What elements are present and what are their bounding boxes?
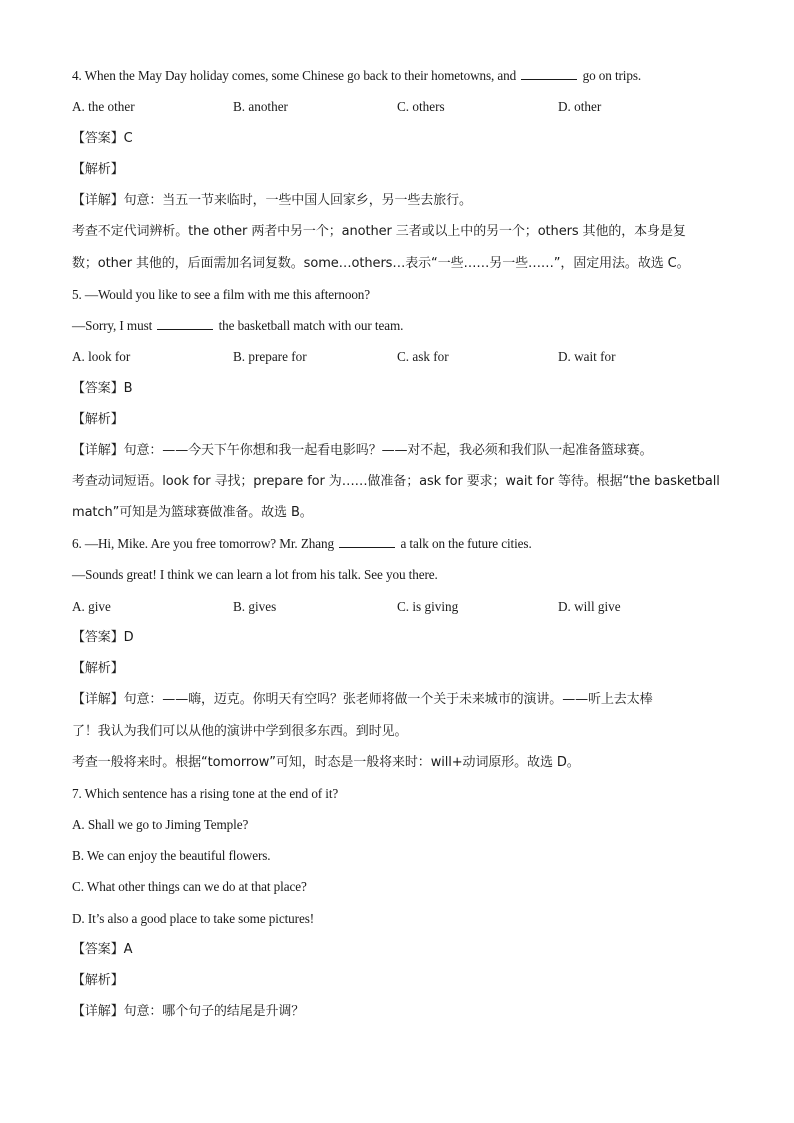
option-a: A. give xyxy=(72,599,111,614)
option-c: C. ask for xyxy=(397,349,449,364)
answer-label: 【答案】B xyxy=(72,381,133,396)
analysis-label: 【解析】 xyxy=(72,162,124,177)
option-a: A. the other xyxy=(72,99,135,114)
stem-text: the basketball match with our team. xyxy=(218,318,404,333)
detail-line: 【详解】句意：——今天下午你想和我一起看电影吗？——对不起，我必须和我们队一起准备篮球赛。 xyxy=(72,443,653,458)
question-4-stem xyxy=(72,67,641,85)
option-b: B. prepare for xyxy=(233,349,307,364)
question-5-stem: 5. —Would you like to see a film with me this afternoon? xyxy=(72,287,371,302)
detail-line: 了！我认为我们可以从他的演讲中学到很多东西。到时见。 xyxy=(72,724,408,739)
analysis-label: 【解析】 xyxy=(72,973,124,988)
stem-text: 6. —Hi, Mike. Are you free tomorrow? Mr. Zhang xyxy=(72,536,335,551)
option-b: B. gives xyxy=(233,599,277,614)
option-c: C. is giving xyxy=(397,599,459,614)
option-d: D. wait for xyxy=(558,349,616,364)
detail-line: 【详解】句意：哪个句子的结尾是升调？ xyxy=(72,1004,305,1019)
option-c: C. What other things can we do at that place? xyxy=(72,879,307,894)
question-6-reply: —Sounds great! I think we can learn a lot from his talk. See you there. xyxy=(72,567,438,582)
question-7-stem: 7. Which sentence has a rising tone at the end of it? xyxy=(72,786,339,801)
question-5-reply xyxy=(72,317,403,335)
analysis-label: 【解析】 xyxy=(72,412,124,427)
detail-line: 考查不定代词辨析。the other 两者中另一个；another 三者或以上中的另一个；others 其他的，本身是复 xyxy=(72,224,686,239)
option-b: B. another xyxy=(233,99,288,114)
detail-line: 【详解】句意：当五一节来临时，一些中国人回家乡，另一些去旅行。 xyxy=(72,193,472,208)
option-d: D. It’s also a good place to take some pictures! xyxy=(72,911,315,926)
stem-text: a talk on the future cities. xyxy=(400,536,532,551)
stem-text: 4. When the May Day holiday comes, some Chinese go back to their hometowns, and xyxy=(72,68,517,83)
option-a: A. Shall we go to Jiming Temple? xyxy=(72,817,249,832)
option-c: C. others xyxy=(397,99,445,114)
option-b: B. We can enjoy the beautiful flowers. xyxy=(72,848,271,863)
question-6-stem xyxy=(72,535,532,553)
detail-line: match”可知是为篮球赛做准备。故选 B。 xyxy=(72,505,313,520)
answer-blank xyxy=(521,67,577,80)
detail-line: 数；other 其他的，后面需加名词复数。some…others…表示“一些……另一些……”，固定用法。故选 C。 xyxy=(72,256,690,271)
answer-label: 【答案】D xyxy=(72,630,134,645)
detail-line: 【详解】句意：——嗨，迈克。你明天有空吗？张老师将做一个关于未来城市的演讲。——听上去太棒 xyxy=(72,692,653,707)
detail-line: 考查一般将来时。根据“tomorrow”可知，时态是一般将来时：will+动词原形。故选 D。 xyxy=(72,755,580,770)
option-d: D. will give xyxy=(558,599,621,614)
option-d: D. other xyxy=(558,99,602,114)
stem-text: go on trips. xyxy=(582,68,642,83)
option-a: A. look for xyxy=(72,349,131,364)
answer-label: 【答案】A xyxy=(72,942,133,957)
analysis-label: 【解析】 xyxy=(72,661,124,676)
answer-blank xyxy=(157,317,213,330)
detail-line: 考查动词短语。look for 寻找；prepare for 为……做准备；ask for 要求；wait for 等待。根据“the basketball xyxy=(72,474,720,489)
answer-label: 【答案】C xyxy=(72,131,133,146)
answer-blank xyxy=(339,535,395,548)
stem-text: —Sorry, I must xyxy=(72,318,153,333)
